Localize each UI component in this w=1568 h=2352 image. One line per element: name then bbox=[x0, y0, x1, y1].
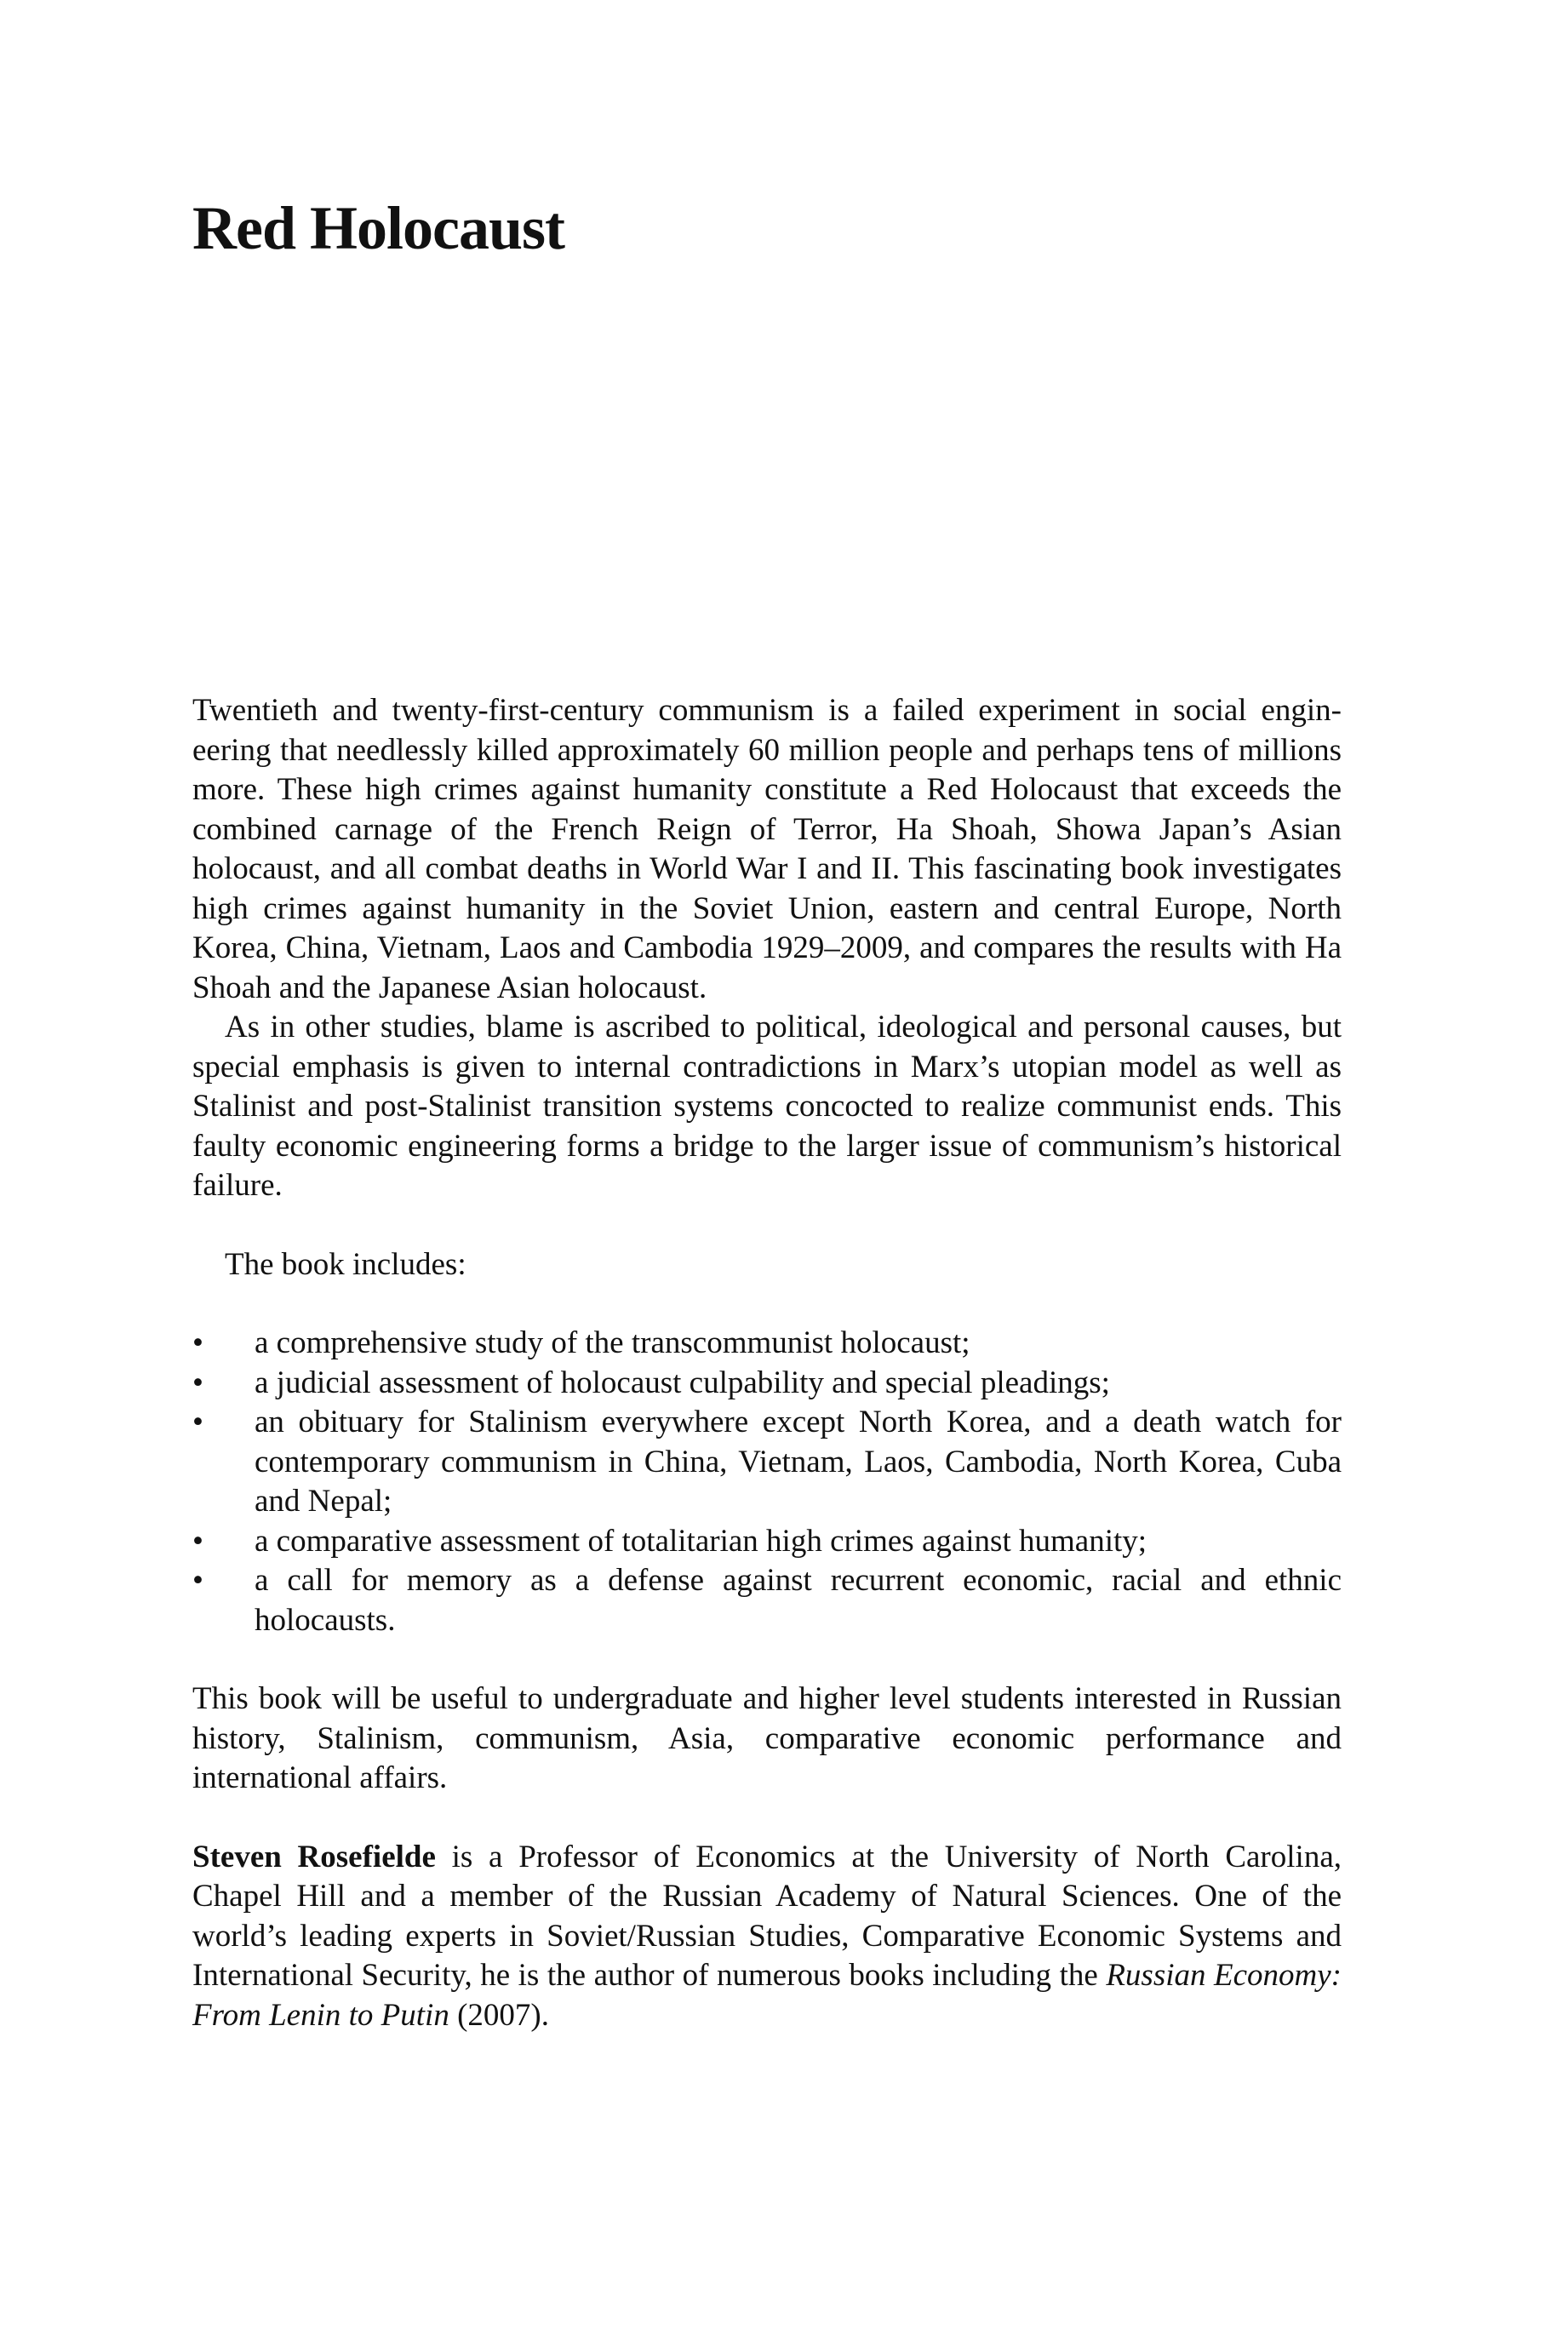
spacer bbox=[192, 1285, 1342, 1324]
list-item bbox=[192, 1324, 1342, 1364]
audience-paragraph: This book will be useful to undergraduate and higher level students interested in Russian history, Stalinism, communism, Asia, comparative economic performance and international affairs. bbox=[192, 1681, 1342, 1795]
intro-paragraph-2: As in other studies, blame is ascribed to political, ideological and personal causes, but special emphasis is given to internal contradictions in Marx’s utopian model as well as Stalinist and post-Stalinist transition systems concocted to realize communist ends. This faulty economic engineering forms a bridge to the larger issue of communism’s historical failure. bbox=[192, 1010, 1342, 1203]
spacer bbox=[192, 1206, 1342, 1245]
bullet-icon: • bbox=[192, 1405, 203, 1439]
spacer bbox=[192, 1640, 1342, 1680]
list-item bbox=[192, 1364, 1342, 1404]
author-bio-text: is a Professor of Economics at the University of North Carolina, Chapel Hill and a member of the Russian Academy of Natural Sciences. One of the world’s leading experts in Soviet/Russian Studies, Comparative Economic Systems and International Security, he is the author of numerous books including the bbox=[192, 1839, 1342, 1993]
author-bio bbox=[192, 1838, 1342, 2036]
bullet-icon: • bbox=[192, 1523, 203, 1559]
list-item bbox=[192, 1561, 1342, 1640]
bullet-icon: • bbox=[192, 1365, 203, 1400]
includes-list bbox=[192, 1324, 1342, 1640]
page-title: Red Holocaust bbox=[192, 194, 564, 262]
list-item bbox=[192, 1403, 1342, 1522]
list-item-text: a comprehensive study of the transcommunist holocaust; bbox=[255, 1325, 970, 1360]
list-item-text: an obituary for Stalinism everywhere except North Korea, and a death watch for contemporary communism in China, Vietnam, Laos, Cambodia, North Korea, Cuba and Nepal; bbox=[255, 1405, 1342, 1519]
bullet-icon: • bbox=[192, 1325, 203, 1360]
list-item-text: a judicial assessment of holocaust culpability and special pleadings; bbox=[255, 1365, 1110, 1400]
bullet-icon: • bbox=[192, 1563, 203, 1598]
list-item bbox=[192, 1522, 1342, 1562]
intro-paragraph-1: Twentieth and twenty-first-century communism is a failed experiment in social engineering that needlessly killed approximately 60 million people and perhaps tens of millions more. These high crimes against humanity constitute a Red Holocaust that exceeds the combined carnage of the French Reign of Terror, Ha Shoah, Showa Japan’s Asian holocaust, and all combat deaths in World War I and II. This fascinating book investigates high crimes against humanity in the Soviet Union, eastern and central Europe, North Korea, China, Vietnam, Laos and Cambodia 1929–2009, and compares the results with Ha Shoah and the Japanese Asian holocaust. bbox=[192, 693, 1342, 1005]
spacer bbox=[192, 1799, 1342, 1838]
blurb-body bbox=[192, 691, 1342, 2035]
includes-lead: The book includes: bbox=[225, 1246, 466, 1282]
author-name: Steven Rosefielde bbox=[192, 1839, 436, 1874]
list-item-text: a call for memory as a defense against recurrent economic, racial and ethnic holocausts. bbox=[255, 1563, 1342, 1638]
list-item-text: a comparative assessment of totalitarian high crimes against humanity; bbox=[255, 1523, 1147, 1559]
author-book-title: Russian Economy: From Lenin to Putin bbox=[192, 1958, 1342, 2033]
author-book-year: (2007). bbox=[449, 1997, 549, 2033]
